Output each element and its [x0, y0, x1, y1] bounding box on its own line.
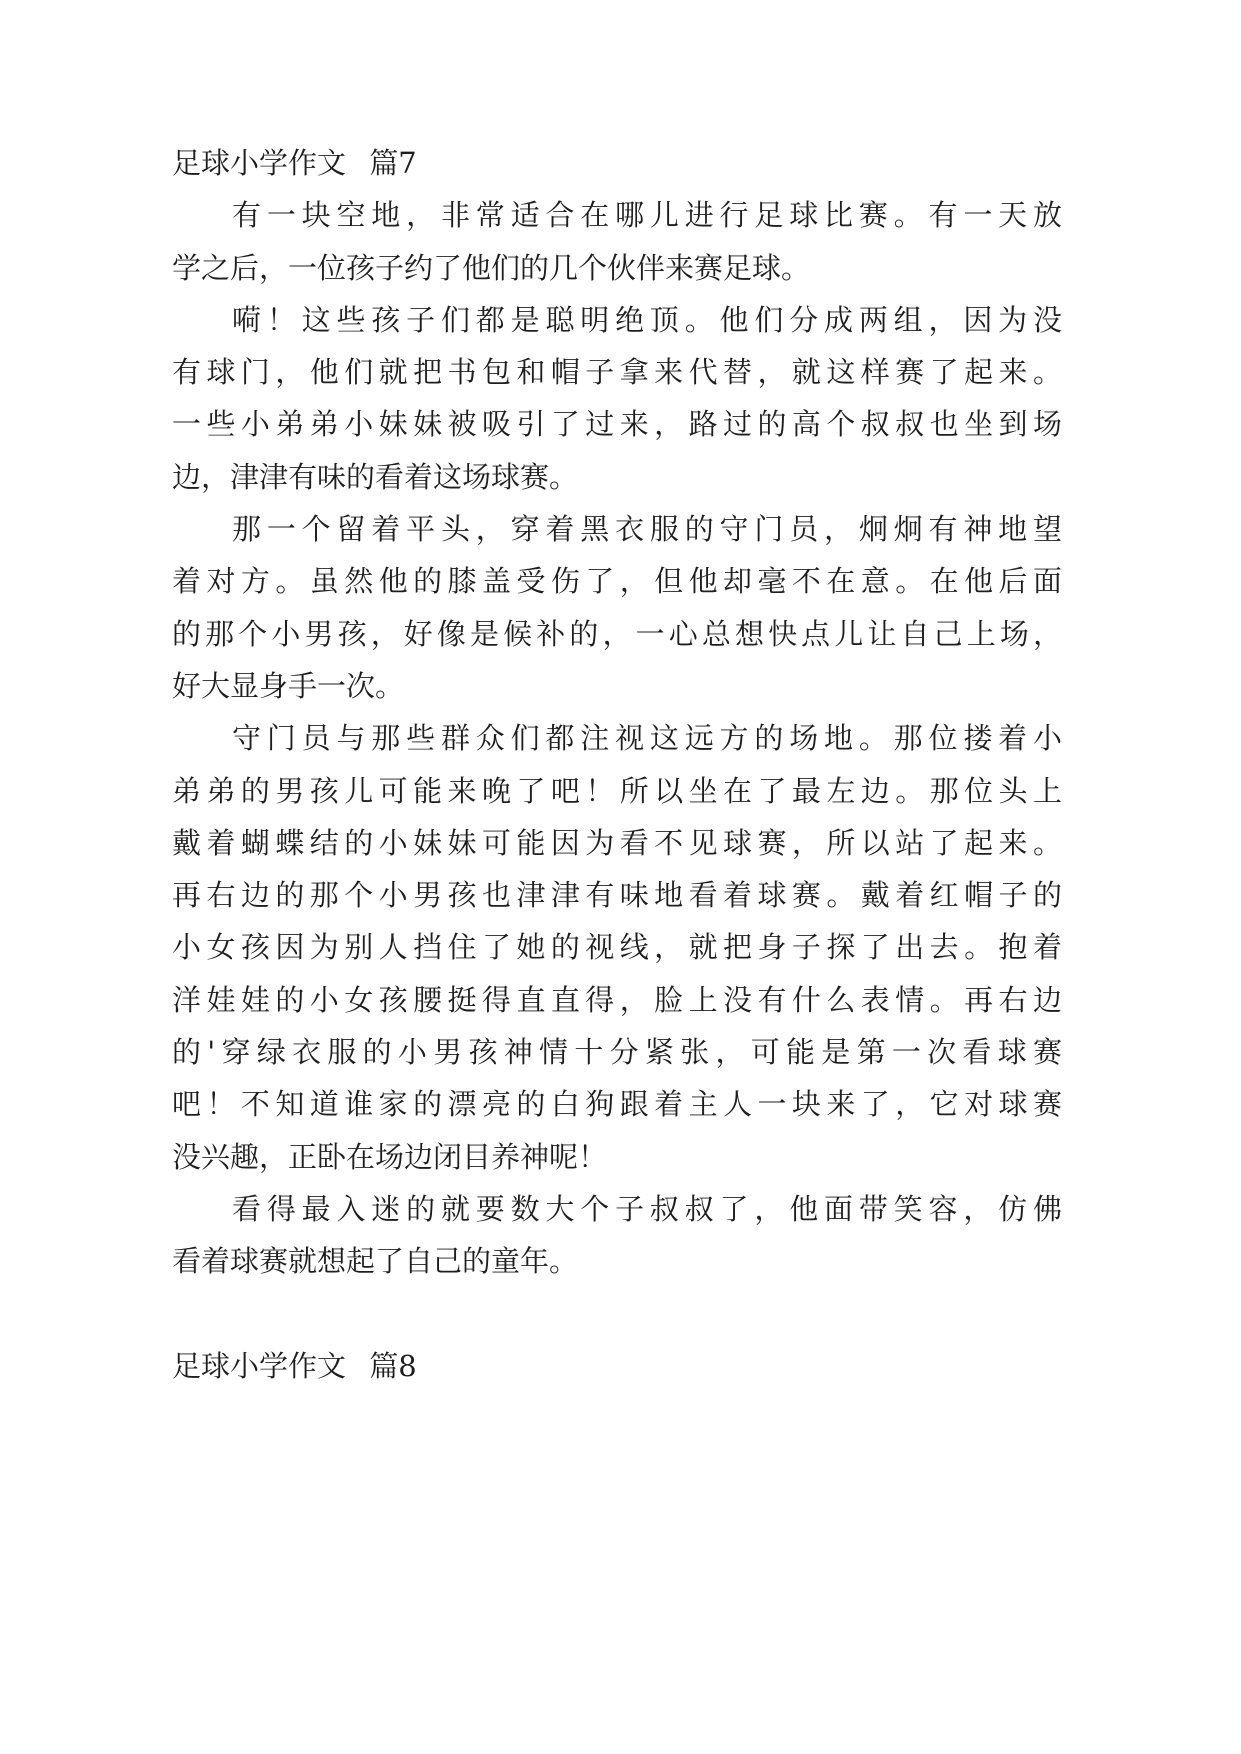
text-line: 小女孩因为别人挡住了她的视线，就把身子探了出去。抱着	[172, 930, 1062, 965]
paragraph	[172, 503, 1062, 712]
text-line: 看得最入迷的就要数大个子叔叔了，他面带笑容，仿佛	[232, 1191, 1062, 1226]
text-line: 学之后，一位孩子约了他们的几个伙伴来赛足球。	[172, 250, 811, 285]
text-line: 的'穿绿衣服的小男孩神情十分紧张，可能是第一次看球赛	[172, 1035, 1062, 1070]
text-line: 着对方。虽然他的膝盖受伤了，但他却毫不在意。在他后面	[172, 564, 1062, 599]
text-line: 戴着蝴蝶结的小妹妹可能因为看不见球赛，所以站了起来。	[172, 825, 1062, 860]
paragraph	[172, 294, 1062, 503]
text-line: 有球门，他们就把书包和帽子拿来代替，就这样赛了起来。	[172, 355, 1062, 390]
section-heading: 足球小学作文 篇7	[172, 146, 417, 180]
text-line: 有一块空地，非常适合在哪儿进行足球比赛。有一天放	[232, 198, 1062, 233]
text-line: 洋娃娃的小女孩腰挺得直直得，脸上没有什么表情。再右边	[172, 982, 1062, 1017]
paragraph	[172, 712, 1062, 1183]
paragraph	[172, 189, 1062, 294]
text-line: 那一个留着平头，穿着黑衣服的守门员，炯炯有神地望	[232, 512, 1062, 547]
text-line: 看着球赛就想起了自己的童年。	[172, 1244, 579, 1279]
section-heading: 足球小学作文 篇8	[172, 1348, 417, 1383]
text-line: 的那个小男孩，好像是候补的，一心总想快点儿让自己上场，	[172, 616, 1062, 651]
text-line: 边，津津有味的看着这场球赛。	[172, 459, 579, 494]
text-line: 弟弟的男孩儿可能来晚了吧！所以坐在了最左边。那位头上	[172, 773, 1062, 808]
text-line: 吧！不知道谁家的漂亮的白狗跟着主人一块来了，它对球赛	[172, 1087, 1062, 1122]
text-line: 再右边的那个小男孩也津津有味地看着球赛。戴着红帽子的	[172, 878, 1062, 913]
text-line: 好大显身手一次。	[172, 668, 405, 703]
essay-section	[172, 137, 1062, 1288]
essay-section	[172, 1340, 1062, 1392]
text-line: 没兴趣，正卧在场边闭目养神呢！	[172, 1139, 608, 1174]
text-line: 一些小弟弟小妹妹被吸引了过来，路过的高个叔叔也坐到场	[172, 407, 1062, 442]
document-body	[172, 137, 1062, 1392]
text-line: 嗬！这些孩子们都是聪明绝顶。他们分成两组，因为没	[232, 302, 1062, 337]
paragraph	[172, 1183, 1062, 1288]
text-line: 守门员与那些群众们都注视这远方的场地。那位搂着小	[232, 721, 1062, 756]
